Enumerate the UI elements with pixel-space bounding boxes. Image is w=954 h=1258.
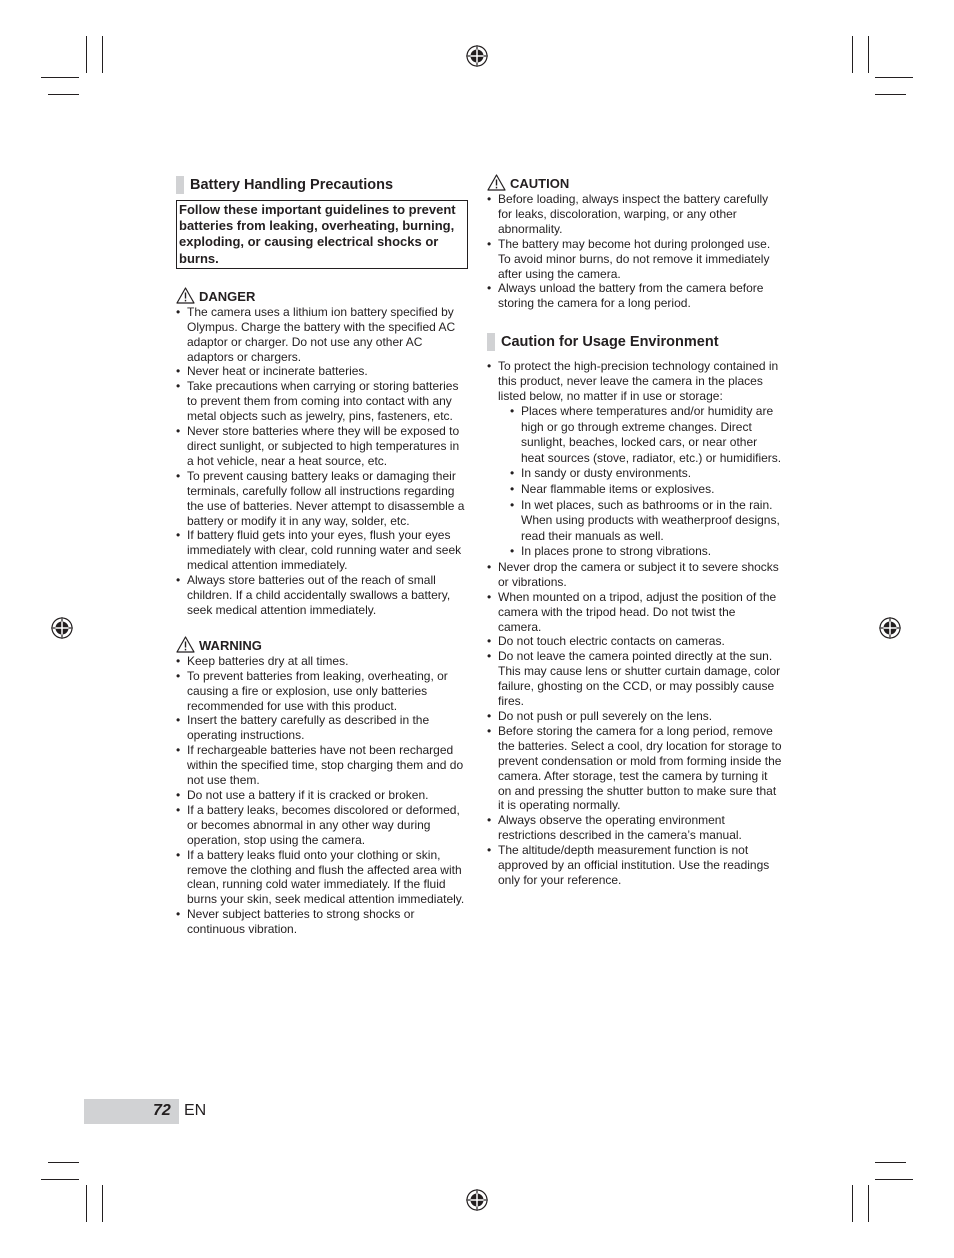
registration-mark-icon <box>51 617 73 639</box>
list-item: • Take precautions when carrying or storing batteries to prevent them from coming into contact with any metal objects such as jewelry, pins, fasteners, etc. <box>176 379 468 424</box>
sub-list-item: • Near flammable items or explosives. <box>510 482 782 498</box>
environment-sublist <box>498 404 782 560</box>
crop-mark <box>875 1179 913 1180</box>
guidelines-box: Follow these important guidelines to prevent batteries from leaking, overheating, burning, exploding, or causing electrical shocks or burns. <box>176 200 468 269</box>
list-item: • The altitude/depth measurement function is not approved by an official institution. Use the readings only for your reference. <box>487 843 782 888</box>
spacer <box>487 311 782 333</box>
registration-mark-icon <box>466 1189 488 1211</box>
heading-bar <box>176 176 184 194</box>
list-item: • The battery may become hot during prolonged use. To avoid minor burns, do not remove it immediately after using the camera. <box>487 237 782 282</box>
list-item: • When mounted on a tripod, adjust the position of the camera with the tripod head. Do not twist the camera. <box>487 590 782 635</box>
warning-list <box>176 654 468 937</box>
list-item: • Before loading, always inspect the battery carefully for leaks, discoloration, warping, or any other abnormality. <box>487 192 782 237</box>
heading-bar <box>487 333 495 351</box>
registration-mark-icon <box>466 45 488 67</box>
list-item: • If a battery leaks fluid onto your clothing or skin, remove the clothing and flush the affected area with clean, running cold water immediately. If the fluid burns your skin, seek medical attention immediately. <box>176 848 468 908</box>
crop-mark <box>41 1179 79 1180</box>
list-item: • The camera uses a lithium ion battery specified by Olympus. Charge the battery with the specified AC adaptor or charger. Do not use any other AC adaptors or chargers. <box>176 305 468 365</box>
environment-list <box>487 359 782 888</box>
list-item: • Do not use a battery if it is cracked or broken. <box>176 788 468 803</box>
list-item: • If battery fluid gets into your eyes, flush your eyes immediately with clear, cold running water and seek medical attention immediately. <box>176 528 468 573</box>
warning-label: WARNING <box>199 637 262 653</box>
environment-intro: To protect the high-precision technology contained in this product, never leave the camera in the places listed below, no matter if in use or storage: <box>498 359 779 404</box>
list-item: • To prevent batteries from leaking, overheating, or causing a fire or explosion, use only batteries recommended for use with this product. <box>176 669 468 714</box>
danger-label: DANGER <box>199 288 256 304</box>
crop-mark <box>868 1185 869 1222</box>
list-item: • Do not touch electric contacts on cameras. <box>487 634 782 649</box>
list-item: • Always unload the battery from the camera before storing the camera for a long period. <box>487 281 782 311</box>
caution-title <box>487 174 782 191</box>
battery-handling-heading: Battery Handling Precautions <box>190 177 394 193</box>
list-item <box>487 359 782 560</box>
section-heading <box>176 176 468 194</box>
left-column <box>176 176 468 937</box>
sub-list-item: • In sandy or dusty environments. <box>510 466 782 482</box>
right-column <box>487 176 782 888</box>
sub-list-item: • In wet places, such as bathrooms or in the rain. When using products with weatherproof designs, read their manuals as well. <box>510 498 782 545</box>
crop-mark <box>102 1185 103 1222</box>
crop-mark <box>875 1162 906 1163</box>
crop-mark <box>41 77 79 78</box>
usage-environment-heading: Caution for Usage Environment <box>501 334 719 351</box>
crop-mark <box>875 94 906 95</box>
warning-triangle-icon <box>176 287 195 304</box>
warning-triangle-icon <box>487 174 506 191</box>
warning-title <box>176 636 468 653</box>
warning-triangle-icon <box>176 636 195 653</box>
list-item: • Never store batteries where they will be exposed to direct sunlight, or subjected to high temperatures in a hot vehicle, near a heat source, etc. <box>176 424 468 469</box>
crop-mark <box>852 1185 853 1222</box>
registration-mark-icon <box>879 617 901 639</box>
language-code: EN <box>184 1102 207 1119</box>
list-item: • Always store batteries out of the reach of small children. If a child accidentally swallows a battery, seek medical attention immediately. <box>176 573 468 618</box>
crop-mark <box>86 36 87 73</box>
danger-list <box>176 305 468 618</box>
crop-mark <box>852 36 853 73</box>
crop-mark <box>48 1162 79 1163</box>
crop-mark <box>48 94 79 95</box>
caution-list <box>487 192 782 311</box>
list-item: • To prevent causing battery leaks or damaging their terminals, carefully follow all instructions regarding the use of batteries. Never attempt to disassemble a battery or modify it in any way, solder, etc. <box>176 469 468 529</box>
caution-label: CAUTION <box>510 176 570 191</box>
crop-mark <box>102 36 103 73</box>
crop-mark <box>875 77 913 78</box>
list-item: • Always observe the operating environment restrictions described in the camera’s manual. <box>487 813 782 843</box>
list-item: • Never drop the camera or subject it to severe shocks or vibrations. <box>487 560 782 590</box>
crop-mark <box>868 36 869 73</box>
list-item: • Do not leave the camera pointed directly at the sun. This may cause lens or shutter curtain damage, color failure, ghosting on the CCD, or may possibly cause fires. <box>487 649 782 709</box>
list-item: • If rechargeable batteries have not been recharged within the specified time, stop charging them and do not use them. <box>176 743 468 788</box>
danger-title <box>176 287 468 304</box>
list-item: • Do not push or pull severely on the lens. <box>487 709 782 724</box>
list-item: • Keep batteries dry at all times. <box>176 654 468 669</box>
sub-list-item: • In places prone to strong vibrations. <box>510 544 782 560</box>
crop-mark <box>86 1185 87 1222</box>
list-item: • Before storing the camera for a long period, remove the batteries. Select a cool, dry location for storage to prevent condensation or mold from forming inside the camera. After storage, test the camera by turning it on and pressing the shutter button to make sure that it is operating normally. <box>487 724 782 813</box>
section-heading <box>487 333 782 351</box>
list-item: • Never subject batteries to strong shocks or continuous vibration. <box>176 907 468 937</box>
list-item: • Insert the battery carefully as described in the operating instructions. <box>176 713 468 743</box>
list-item: • Never heat or incinerate batteries. <box>176 364 468 379</box>
sub-list-item: • Places where temperatures and/or humidity are high or go through extreme changes. Direct sunlight, beaches, locked cars, or near other heat sources (stove, radiator, etc.) or humidifiers. <box>510 404 782 466</box>
page-number: 72 <box>153 1102 171 1119</box>
list-item: • If a battery leaks, becomes discolored or deformed, or becomes abnormal in any other way during operation, stop using the camera. <box>176 803 468 848</box>
